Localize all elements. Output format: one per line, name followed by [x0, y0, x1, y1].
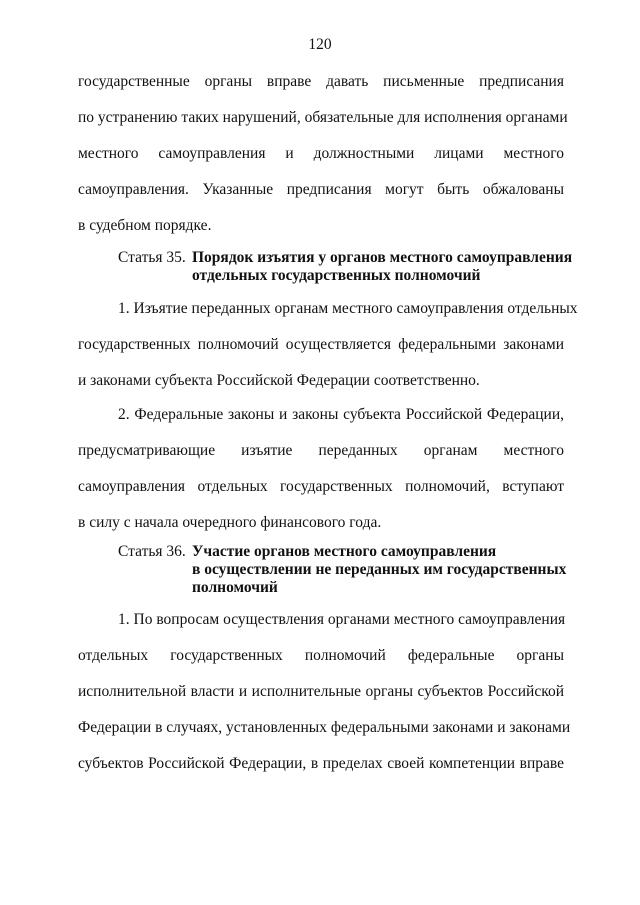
text-line: в силу с начала очередного финансового года.	[78, 514, 382, 531]
text-line: 2. Федеральные законы и законы субъекта Российской Федерации,	[118, 406, 564, 423]
text-line: в судебном порядке.	[78, 217, 212, 234]
article-title-line: в осуществлении не переданных им государственных	[192, 561, 567, 578]
text-line: государственные органы вправе давать письменные предписания	[78, 73, 564, 90]
text-line: исполнительной власти и исполнительные органы субъектов Российской	[78, 683, 564, 700]
page-number: 120	[308, 36, 332, 53]
text-line: местного самоуправления и должностными лицами местного	[78, 145, 564, 162]
text-line: по устранению таких нарушений, обязательные для исполнения органами	[78, 109, 568, 126]
article-title-line: Порядок изъятия у органов местного самоуправления	[192, 249, 573, 266]
article-title-line: отдельных государственных полномочий	[192, 267, 481, 284]
article-number: Статья 35.	[118, 249, 186, 266]
text-line: самоуправления отдельных государственных полномочий, вступают	[78, 478, 564, 495]
text-line: 1. По вопросам осуществления органами местного самоуправления	[118, 611, 566, 628]
article-title	[192, 249, 572, 285]
text-line: отдельных государственных полномочий федеральные органы	[78, 647, 564, 664]
text-line: и законами субъекта Российской Федерации соответственно.	[78, 372, 480, 389]
text-line: самоуправления. Указанные предписания могут быть обжалованы	[78, 181, 564, 198]
article-title	[192, 543, 566, 597]
text-line: предусматривающие изъятие переданных органам местного	[78, 442, 564, 459]
article-title-line: Участие органов местного самоуправления	[192, 543, 497, 560]
text-line: Федерации в случаях, установленных федеральными законами и законами	[78, 719, 571, 736]
text-line: государственных полномочий осуществляется федеральными законами	[78, 336, 564, 353]
article-title-line: полномочий	[192, 579, 278, 596]
article-number: Статья 36.	[118, 543, 186, 560]
text-line: 1. Изъятие переданных органам местного самоуправления отдельных	[118, 300, 578, 317]
text-line: субъектов Российской Федерации, в пределах своей компетенции вправе	[78, 755, 564, 772]
